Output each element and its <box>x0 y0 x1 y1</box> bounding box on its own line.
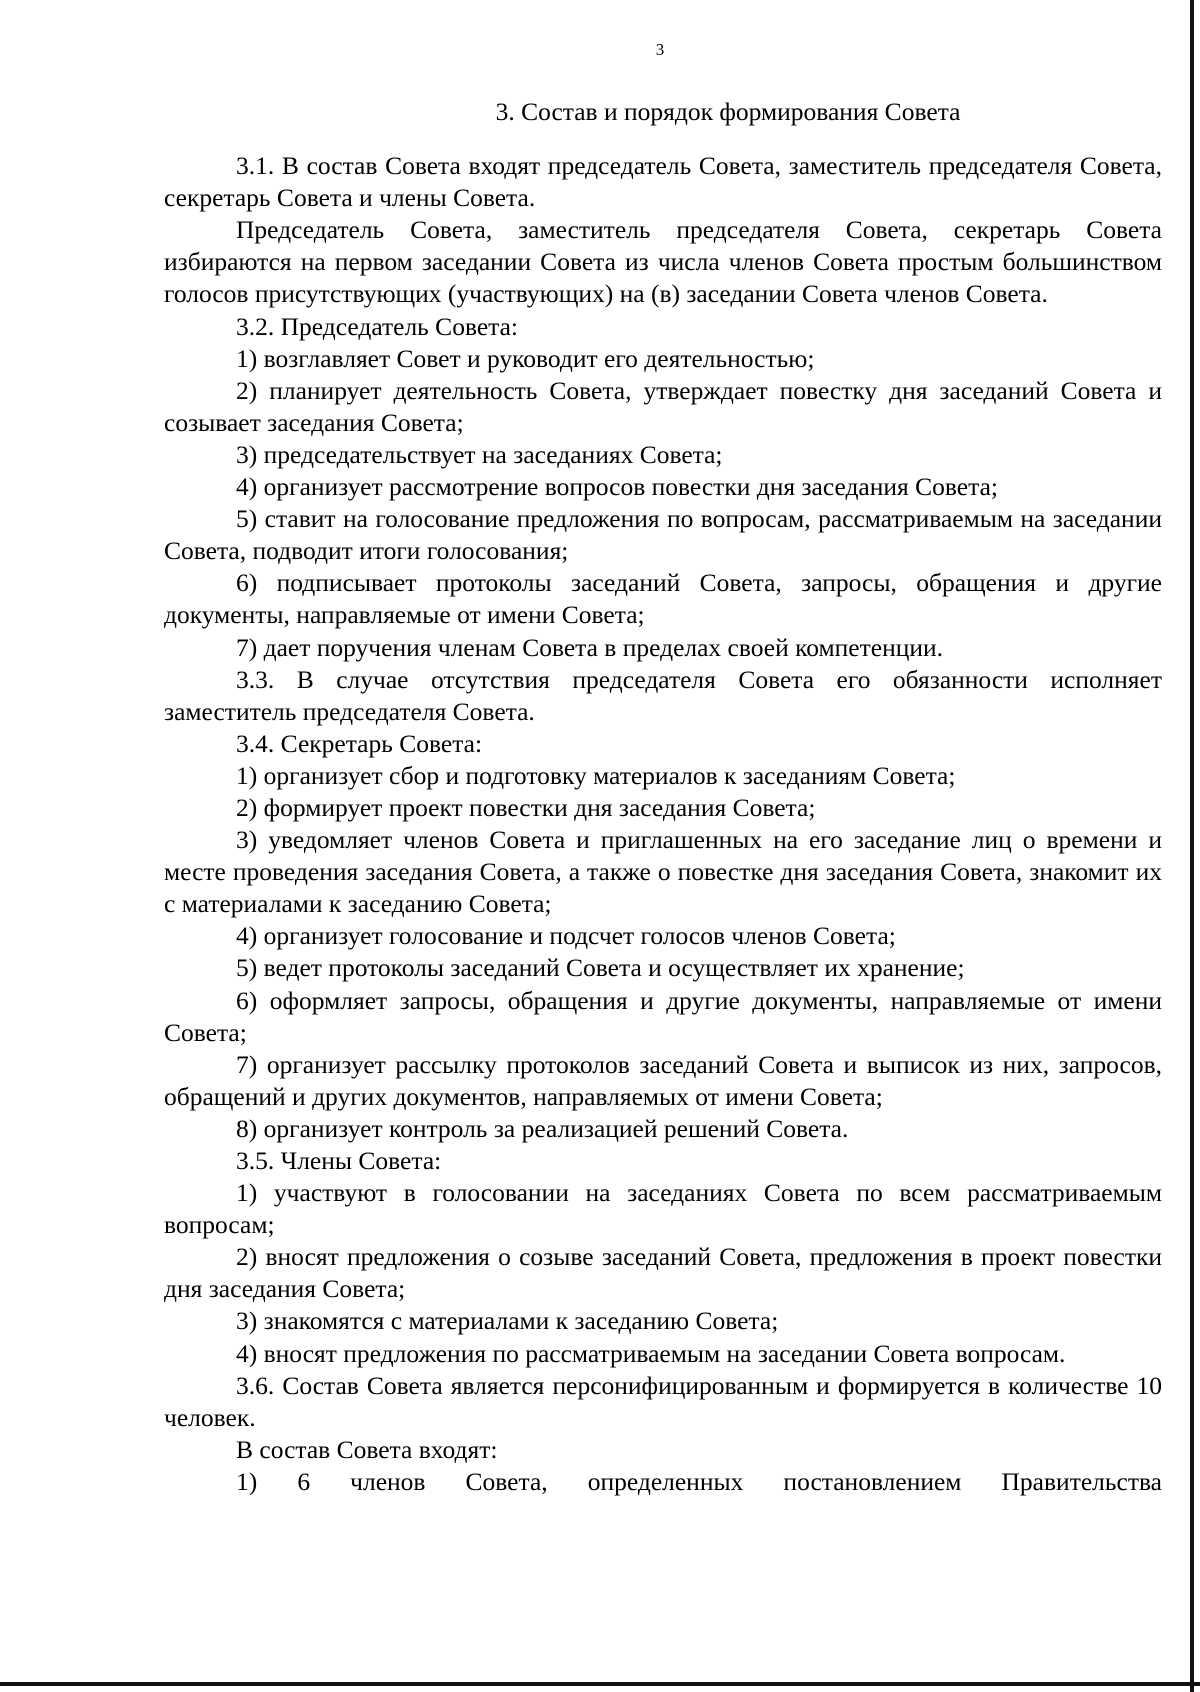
list-item: 3) уведомляет членов Совета и приглашенных на его заседание лиц о времени и месте проведения заседания Совета, а также о повестке дня заседания Совета, знакомит их с материалами к заседанию Совета; <box>164 825 1162 919</box>
list-item: 5) ставит на голосование предложения по вопросам, рассматриваемым на заседании Совета, подводит итоги голосования; <box>164 504 1162 566</box>
paragraph-3-1: 3.1. В состав Совета входят председатель Совета, заместитель председателя Совета, секретарь Совета и члены Совета. <box>164 151 1162 213</box>
list-item: 4) организует голосование и подсчет голосов членов Совета; <box>236 921 896 951</box>
list-item: 6) оформляет запросы, обращения и другие документы, направляемые от имени Совета; <box>164 985 1162 1047</box>
page-number: 3 <box>655 40 665 59</box>
list-item: 7) дает поручения членам Совета в пределах своей компетенции. <box>236 632 944 662</box>
paragraph-3-3: 3.3. В случае отсутствия председателя Совета его обязанности исполняет заместитель председателя Совета. <box>164 664 1162 726</box>
list-item: 3) председательствует на заседаниях Совета; <box>236 439 723 469</box>
list-item: 3) знакомятся с материалами к заседанию Совета; <box>236 1306 779 1336</box>
paragraph-3-5: 3.5. Члены Совета: <box>236 1146 442 1175</box>
list-item: 5) ведет протоколы заседаний Совета и осуществляет их хранение; <box>236 953 965 983</box>
list-item: 2) формирует проект повестки дня заседания Совета; <box>236 792 816 822</box>
list-item: 4) организует рассмотрение вопросов повестки дня заседания Совета; <box>236 472 998 502</box>
list-item: 1) возглавляет Совет и руководит его деятельностью; <box>236 343 815 373</box>
list-item: 7) организует рассылку протоколов заседаний Совета и выписок из них, запросов, обращений и других документов, направляемых от имени Совета; <box>164 1049 1162 1111</box>
list-item: 6) подписывает протоколы заседаний Совета, запросы, обращения и другие документы, направляемые от имени Совета; <box>164 568 1162 630</box>
paragraph-3-6: 3.6. Состав Совета является персонифицированным и формируется в количестве 10 человек. <box>164 1370 1162 1432</box>
list-item: 1) 6 членов Совета, определенных постановлением Правительства <box>236 1466 1162 1496</box>
document-body <box>164 96 1162 1498</box>
list-item: 2) вносят предложения о созыве заседаний Совета, предложения в проект повестки дня заседания Совета; <box>164 1242 1162 1304</box>
scan-border-bottom <box>0 1682 1200 1686</box>
list-item: 1) участвуют в голосовании на заседаниях Совета по всем рассматриваемым вопросам; <box>164 1178 1162 1240</box>
paragraph-3-4: 3.4. Секретарь Совета: <box>236 728 483 758</box>
list-item: 1) организует сбор и подготовку материалов к заседаниям Совета; <box>236 760 956 790</box>
list-item: 8) организует контроль за реализацией решений Совета. <box>236 1113 849 1143</box>
list-item: 2) планирует деятельность Совета, утверждает повестку дня заседаний Совета и созывает заседания Совета; <box>164 375 1162 437</box>
paragraph-election: Председатель Совета, заместитель председателя Совета, секретарь Совета избираются на первом заседании Совета из числа членов Совета простым большинством голосов присутствующих (участвующих) на (в) заседании Совета членов Совета. <box>164 215 1162 309</box>
paragraph-3-2: 3.2. Председатель Совета: <box>236 311 519 341</box>
list-item: 4) вносят предложения по рассматриваемым на заседании Совета вопросам. <box>236 1338 1066 1368</box>
section-title: 3. Состав и порядок формирования Совета <box>495 97 961 126</box>
paragraph-composition: В состав Совета входят: <box>236 1434 498 1464</box>
scan-border-right <box>1190 0 1194 1692</box>
